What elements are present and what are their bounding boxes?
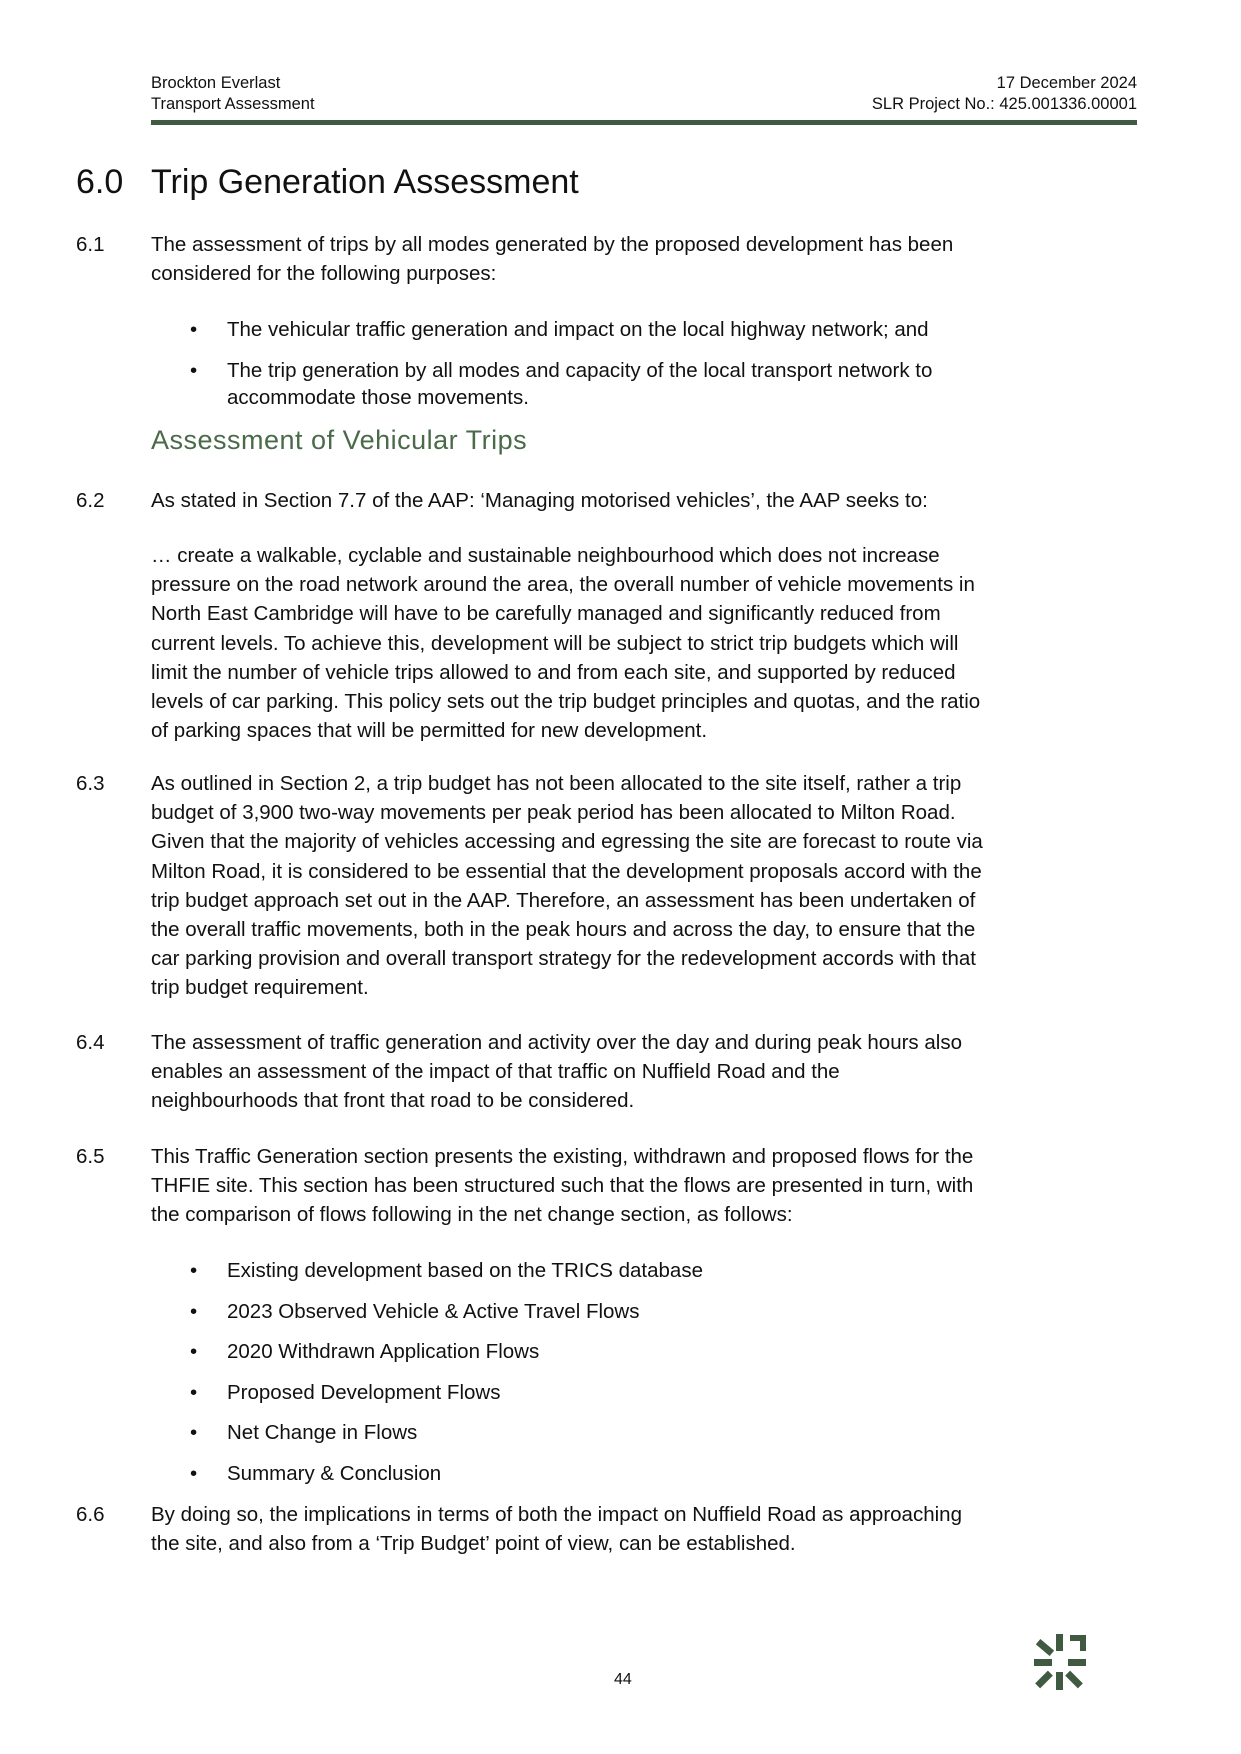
text-line: pressure on the road network around the area, the overall number of vehicle movements in [151, 573, 975, 597]
text-line: considered for the following purposes: [151, 262, 497, 286]
text-line: accommodate those movements. [227, 386, 529, 409]
bullet-icon: • [190, 1259, 198, 1282]
header-divider [151, 120, 1137, 125]
bullet-icon: • [190, 1340, 198, 1363]
text-line: THFIE site. This section has been structured such that the flows are presented in turn, with [151, 1174, 974, 1198]
document-title: Transport Assessment [151, 95, 315, 113]
paragraph-text [151, 1142, 973, 1230]
paragraph-text [151, 1028, 962, 1116]
text-line: The trip generation by all modes and capacity of the local transport network to [227, 359, 933, 382]
bullet-text [227, 357, 932, 411]
paragraph-number: 6.1 [76, 233, 105, 256]
bullet-text: 2020 Withdrawn Application Flows [227, 1340, 540, 1363]
quote-text [151, 541, 980, 745]
section-title: Trip Generation Assessment [151, 163, 579, 201]
text-line: This Traffic Generation section presents the existing, withdrawn and proposed flows for the [151, 1145, 974, 1168]
text-line: The assessment of trips by all modes generated by the proposed development has been [151, 233, 954, 256]
text-line: The vehicular traffic generation and impact on the local highway network; and [227, 318, 929, 341]
document-client: Brockton Everlast [151, 74, 281, 92]
text-line: North East Cambridge will have to be carefully managed and significantly reduced from [151, 602, 941, 626]
paragraph-number: 6.5 [76, 1145, 105, 1168]
section-number: 6.0 [76, 163, 124, 201]
bullet-icon: • [190, 1462, 198, 1485]
header-left [151, 73, 315, 115]
paragraph-number: 6.2 [76, 489, 105, 512]
bullet-text: Summary & Conclusion [227, 1462, 442, 1485]
paragraph-number: 6.3 [76, 772, 105, 795]
bullet-icon: • [190, 359, 198, 382]
text-line: As stated in Section 7.7 of the AAP: ‘Managing motorised vehicles’, the AAP seeks to: [151, 489, 928, 512]
text-line: budget of 3,900 two-way movements per peak period has been allocated to Milton Road. [151, 801, 956, 825]
text-line: the comparison of flows following in the net change section, as follows: [151, 1203, 793, 1227]
bullet-text: Existing development based on the TRICS database [227, 1259, 703, 1282]
text-line: The assessment of traffic generation and activity over the day and during peak hours also [151, 1031, 962, 1054]
bullet-text: Proposed Development Flows [227, 1381, 501, 1404]
paragraph-text [151, 1500, 962, 1558]
text-line: Given that the majority of vehicles accessing and egressing the site are forecast to route via [151, 830, 983, 854]
bullet-text: Net Change in Flows [227, 1421, 418, 1444]
paragraph-number: 6.6 [76, 1503, 105, 1526]
text-line: neighbourhoods that front that road to be considered. [151, 1089, 635, 1113]
text-line: trip budget approach set out in the AAP. Therefore, an assessment has been undertaken of [151, 888, 976, 912]
bullet-icon: • [190, 318, 198, 341]
bullet-text: 2023 Observed Vehicle & Active Travel Flows [227, 1300, 640, 1323]
text-line: the overall traffic movements, both in the peak hours and across the day, to ensure that the [151, 918, 976, 942]
paragraph-number: 6.4 [76, 1031, 105, 1054]
paragraph-text [151, 769, 983, 1003]
subheading: Assessment of Vehicular Trips [151, 425, 528, 455]
text-line: enables an assessment of the impact of that traffic on Nuffield Road and the [151, 1060, 840, 1084]
slr-logo-icon [1032, 1632, 1094, 1694]
text-line: levels of car parking. This policy sets out the trip budget principles and quotas, and the ratio [151, 690, 981, 714]
text-line: trip budget requirement. [151, 976, 369, 1000]
text-line: As outlined in Section 2, a trip budget has not been allocated to the site itself, rather a trip [151, 772, 962, 795]
text-line: of parking spaces that will be permitted for new development. [151, 719, 708, 743]
text-line: the site, and also from a ‘Trip Budget’ point of view, can be established. [151, 1532, 796, 1556]
bullet-icon: • [190, 1381, 198, 1404]
text-line: By doing so, the implications in terms of both the impact on Nuffield Road as approaching [151, 1503, 962, 1526]
page-number: 44 [614, 1671, 632, 1688]
text-line: Milton Road, it is considered to be essential that the development proposals accord with the [151, 859, 982, 883]
bullet-icon: • [190, 1300, 198, 1323]
bullet-icon: • [190, 1421, 198, 1444]
text-line: current levels. To achieve this, development will be subject to strict trip budgets which will [151, 631, 959, 655]
text-line: car parking provision and overall transport strategy for the redevelopment accords with that [151, 947, 976, 971]
project-number: SLR Project No.: 425.001336.00001 [871, 95, 1137, 113]
text-line: limit the number of vehicle trips allowed to and from each site, and supported by reduced [151, 660, 956, 684]
section-heading [76, 162, 579, 202]
paragraph-text [151, 486, 928, 515]
paragraph-text [151, 230, 953, 288]
text-line: … create a walkable, cyclable and sustainable neighbourhood which does not increase [151, 544, 940, 567]
header-right [872, 73, 1137, 115]
bullet-text [227, 316, 929, 343]
document-date: 17 December 2024 [996, 74, 1137, 92]
